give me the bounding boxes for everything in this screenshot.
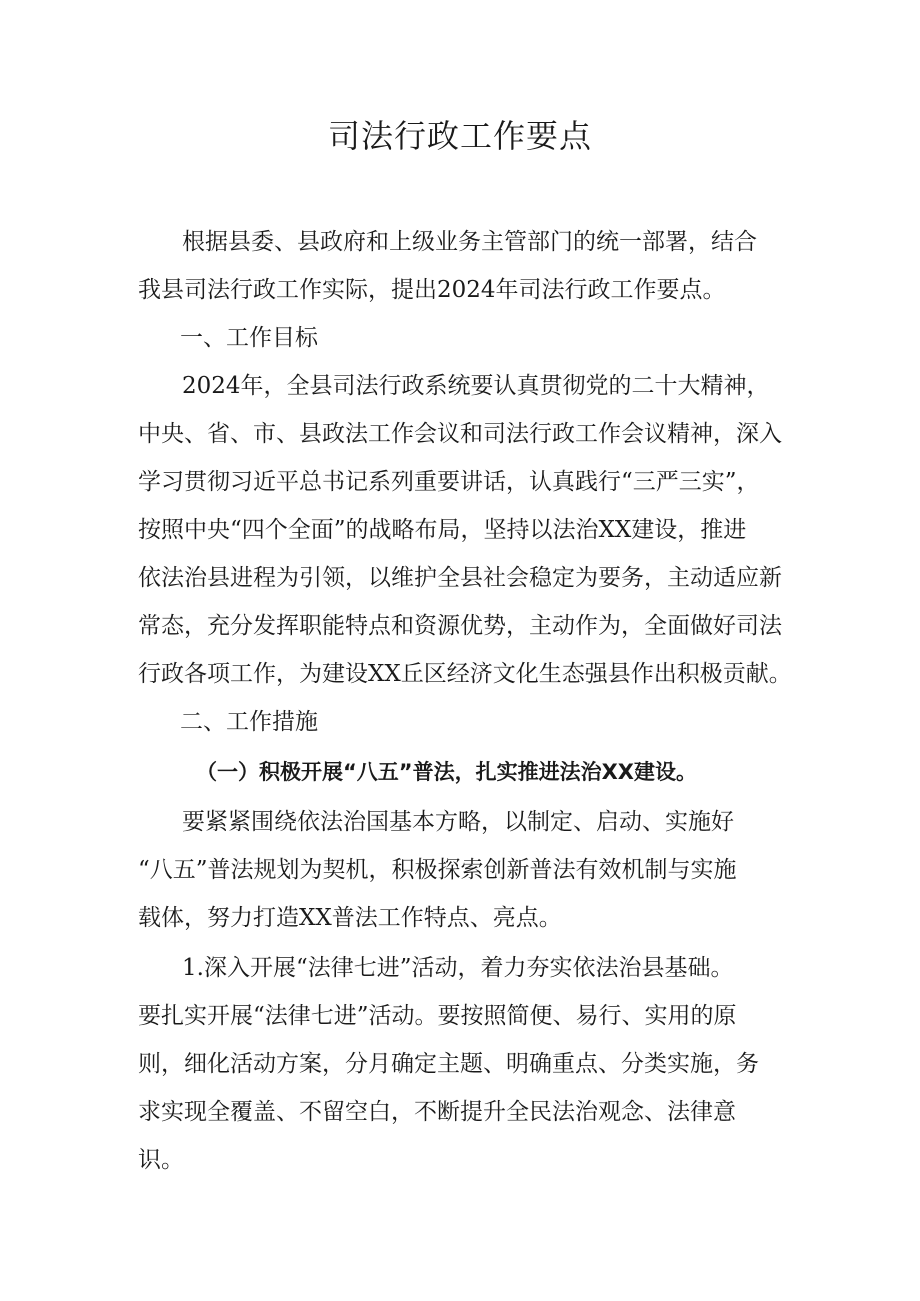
paragraph-line: 学习贯彻习近平总书记系列重要讲话，认真践行“三严三实”， [138, 469, 760, 495]
paragraph-line: 常态，充分发挥职能特点和资源优势，主动作为，全面做好司法 [138, 613, 782, 639]
paragraph-line: 中央、省、市、县政法工作会议和司法行政工作会议精神，深入 [138, 421, 782, 447]
paragraph-line: “八五”普法规划为契机，积极探索创新普法有效机制与实施 [138, 857, 737, 883]
paragraph-line: 要紧紧围绕依法治国基本方略，以制定、启动、实施好 [182, 809, 734, 835]
paragraph-line: 2024年，全县司法行政系统要认真贯彻党的二十大精神， [182, 373, 770, 399]
paragraph-line: 行政各项工作，为建设XX丘区经济文化生态强县作出积极贡献。 [138, 661, 792, 687]
section-heading: 二、工作措施 [180, 709, 318, 735]
paragraph-line: 要扎实开展“法律七进”活动。要按照简便、易行、实用的原 [138, 1003, 737, 1029]
document-title: 司法行政工作要点 [327, 117, 592, 155]
subsection-heading: （一）积极开展“八五”普法，扎实推进法治XX建设。 [196, 760, 697, 784]
paragraph-line: 求实现全覆盖、不留空白，不断提升全民法治观念、法律意 [138, 1099, 736, 1125]
paragraph-line: 载体，努力打造XX普法工作特点、亮点。 [138, 905, 562, 931]
paragraph-line: 我县司法行政工作实际，提出2024年司法行政工作要点。 [138, 277, 726, 303]
paragraph-line: 1.深入开展“法律七进”活动，着力夯实依法治县基础。 [182, 955, 734, 981]
paragraph-line: 则，细化活动方案，分月确定主题、明确重点、分类实施，务 [138, 1051, 759, 1077]
paragraph-line: 按照中央“四个全面”的战略布局，坚持以法治XX建设，推进 [138, 517, 747, 543]
paragraph-line: 根据县委、县政府和上级业务主管部门的统一部署，结合 [182, 229, 757, 255]
section-heading: 一、工作目标 [180, 325, 318, 351]
paragraph-line: 依法治县进程为引领，以维护全县社会稳定为要务，主动适应新 [138, 565, 782, 591]
paragraph-line: 识。 [138, 1147, 184, 1173]
